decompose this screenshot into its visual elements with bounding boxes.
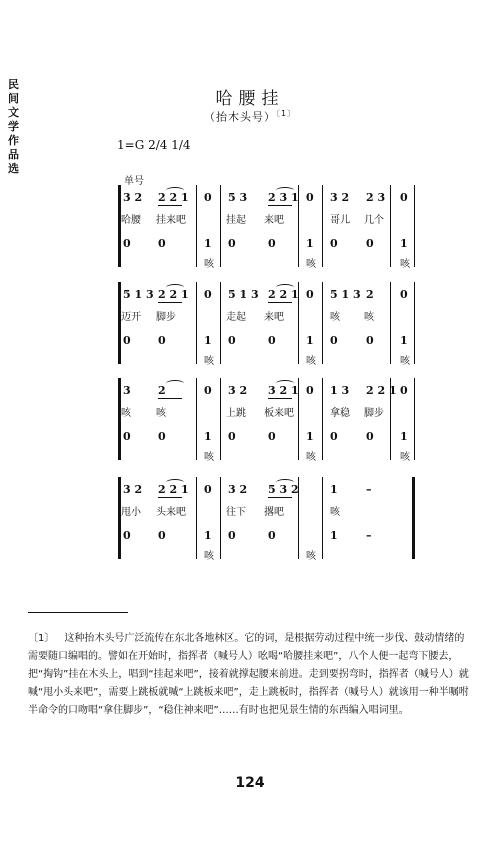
top-note: 0	[306, 191, 314, 204]
bottom-note: 0	[366, 237, 374, 250]
top-lyric: 迈开	[121, 312, 141, 323]
bottom-note: 0	[366, 334, 374, 347]
slur	[276, 479, 294, 486]
top-lyric: 走起	[226, 312, 246, 323]
beam-underline	[158, 205, 182, 206]
bottom-lyric: 咳	[306, 259, 316, 270]
bottom-note: 0	[123, 529, 131, 542]
bar-line	[390, 282, 391, 364]
top-note: 2 2 1	[158, 288, 189, 301]
top-note: 5 3	[228, 191, 248, 204]
subtitle	[0, 108, 500, 125]
bar-line	[196, 282, 197, 364]
slur	[166, 479, 184, 486]
bottom-note: 1	[330, 529, 338, 542]
top-lyric: 上跳	[226, 408, 246, 419]
bar-line	[220, 378, 221, 460]
top-lyric: 往下	[226, 507, 246, 518]
role-label: 单号	[124, 176, 144, 187]
top-note: 0	[400, 191, 408, 204]
top-lyric: 咳	[364, 312, 374, 323]
subtitle-footnote-ref: 〔1〕	[275, 109, 297, 118]
bottom-note: 0	[123, 334, 131, 347]
bottom-note: 0	[268, 529, 276, 542]
end-bar-line	[414, 185, 415, 267]
top-note: 3 2	[330, 191, 350, 204]
bottom-note: 0	[330, 430, 338, 443]
page-title: 哈腰挂	[215, 89, 285, 109]
beam-underline	[268, 205, 292, 206]
bottom-note: 0	[158, 529, 166, 542]
bar-line	[196, 378, 197, 460]
bar-line	[220, 282, 221, 364]
side-book-label: 民间文学作品选	[8, 78, 19, 175]
score-system	[118, 282, 418, 374]
bottom-note: –	[366, 529, 372, 542]
bottom-note: 1	[204, 334, 212, 347]
beam-underline	[268, 302, 292, 303]
top-note: 2 3 1	[268, 191, 299, 204]
top-note: 2 2 1	[158, 483, 189, 496]
bottom-note: 0	[158, 430, 166, 443]
bottom-note: 1	[204, 529, 212, 542]
top-lyric: 咳	[121, 408, 131, 419]
bottom-lyric: 咳	[306, 356, 316, 367]
slur	[276, 284, 294, 291]
top-note: 3 2	[228, 483, 248, 496]
top-note: 0	[306, 288, 314, 301]
bar-line	[322, 185, 323, 267]
bottom-note: 0	[268, 430, 276, 443]
top-lyric: 挂起	[226, 215, 246, 226]
bottom-lyric: 咳	[204, 259, 214, 270]
bottom-note: 0	[228, 529, 236, 542]
bottom-note: 1	[400, 237, 408, 250]
bottom-note: 1	[204, 237, 212, 250]
final-double-bar	[412, 477, 415, 559]
slur	[166, 187, 184, 194]
bar-line	[196, 185, 197, 267]
top-note: 1 3	[330, 384, 350, 397]
bar-line	[220, 477, 221, 559]
top-note: 2 2 1	[366, 384, 397, 397]
top-lyric: 甩小	[121, 507, 141, 518]
top-note: –	[366, 483, 372, 496]
bottom-note: 1	[400, 430, 408, 443]
bottom-note: 0	[123, 430, 131, 443]
bar-line	[196, 477, 197, 559]
bottom-note: 1	[306, 237, 314, 250]
bottom-note: 1	[306, 334, 314, 347]
top-note: 3 2	[228, 384, 248, 397]
top-note: 0	[400, 384, 408, 397]
top-lyric: 头来吧	[156, 507, 186, 518]
top-note: 3 2	[123, 191, 143, 204]
beam-underline	[158, 302, 182, 303]
bottom-lyric: 咳	[306, 551, 316, 562]
top-lyric: 挂来吧	[156, 215, 186, 226]
page-number: 124	[235, 775, 265, 791]
top-note: 0	[204, 288, 212, 301]
top-note: 0	[204, 191, 212, 204]
bottom-note: 0	[158, 237, 166, 250]
top-note: 5 1 3	[228, 288, 259, 301]
top-note: 2	[366, 288, 374, 301]
bottom-lyric: 咳	[306, 452, 316, 463]
top-lyric: 板来吧	[264, 408, 294, 419]
bar-line	[322, 378, 323, 460]
beam-underline	[158, 398, 182, 399]
top-note: 0	[306, 384, 314, 397]
score-system	[118, 378, 418, 470]
top-lyric: 脚步	[156, 312, 176, 323]
top-note: 2 2 1	[158, 191, 189, 204]
score-system	[118, 185, 418, 277]
top-lyric: 几个	[364, 215, 384, 226]
top-note: 0	[400, 288, 408, 301]
top-lyric: 哈腰	[121, 215, 141, 226]
bar-line	[390, 185, 391, 267]
top-note: 2	[158, 384, 166, 397]
bottom-lyric: 咳	[400, 259, 410, 270]
top-lyric: 咳	[156, 408, 166, 419]
bottom-note: 0	[123, 237, 131, 250]
bar-line	[322, 282, 323, 364]
subtitle-text: （抬木头号）	[203, 110, 276, 124]
bottom-note: 0	[228, 334, 236, 347]
bottom-note: 1	[306, 430, 314, 443]
top-note: 5 1 3	[330, 288, 361, 301]
top-lyric: 来吧	[264, 215, 284, 226]
slur	[276, 380, 294, 387]
footnote-divider	[28, 612, 128, 613]
top-note: 5 3 2	[268, 483, 299, 496]
key-signature: 1=G 2/4 1/4	[117, 138, 191, 152]
score-system	[118, 477, 418, 569]
bottom-note: 0	[268, 334, 276, 347]
bottom-lyric: 咳	[204, 356, 214, 367]
top-note: 1	[330, 483, 338, 496]
bottom-lyric: 咳	[400, 356, 410, 367]
bottom-note: 0	[158, 334, 166, 347]
top-lyric: 咳	[330, 312, 340, 323]
top-note: 3	[123, 384, 131, 397]
slur	[166, 284, 184, 291]
slur	[276, 187, 294, 194]
bottom-note: 0	[228, 430, 236, 443]
bottom-note: 0	[330, 334, 338, 347]
top-note: 3 2 1	[268, 384, 299, 397]
end-bar-line	[414, 378, 415, 460]
beam-underline	[158, 497, 182, 498]
top-lyric: 来吧	[264, 312, 284, 323]
top-lyric: 哥儿	[330, 215, 350, 226]
top-lyric: 撂吧	[264, 507, 284, 518]
footnote	[28, 630, 472, 720]
bottom-note: 0	[228, 237, 236, 250]
end-bar-line	[414, 282, 415, 364]
bar-line	[322, 477, 323, 559]
top-note: 5 1 3	[123, 288, 154, 301]
top-lyric: 脚步	[364, 408, 384, 419]
bottom-lyric: 咳	[204, 551, 214, 562]
top-lyric: 拿稳	[330, 408, 350, 419]
top-note: 2 2 1	[268, 288, 299, 301]
footnote-text: 这种抬木头号广泛流传在东北各地林区。它的词，是根据劳动过程中统一步伐、鼓动情绪的需要随口编唱的。譬如在开始时，指挥者（喊号人）吆喝“哈腰挂来吧”，八个人便一起弯下腰去，把“掏钩”挂在木头上，唱到“挂起来吧”，接着就撑起腰来前进。走到要拐弯时，指挥者（喊号人）就喊“甩小头来吧”，需要上跳板就喊“上跳板来吧”，走上跳板时，指挥者（喊号人）就该用一种半嘱咐半命令的口吻唱“拿住脚步”，“稳住神来吧”……有时也把见景生情的东西编入唱词里。	[28, 633, 469, 716]
top-note: 2 3	[366, 191, 386, 204]
bottom-note: 1	[400, 334, 408, 347]
footnote-mark: 〔1〕	[28, 633, 55, 644]
top-lyric: 咳	[330, 507, 340, 518]
beam-underline	[268, 398, 292, 399]
bottom-note: 0	[366, 430, 374, 443]
top-note: 0	[204, 483, 212, 496]
bottom-lyric: 咳	[400, 452, 410, 463]
top-note: 3 2	[123, 483, 143, 496]
bottom-note: 1	[204, 430, 212, 443]
bottom-lyric: 咳	[204, 452, 214, 463]
slur	[166, 380, 184, 387]
bottom-note: 0	[330, 237, 338, 250]
top-note: 0	[204, 384, 212, 397]
beam-underline	[268, 497, 292, 498]
bottom-note: 0	[268, 237, 276, 250]
bar-line	[220, 185, 221, 267]
